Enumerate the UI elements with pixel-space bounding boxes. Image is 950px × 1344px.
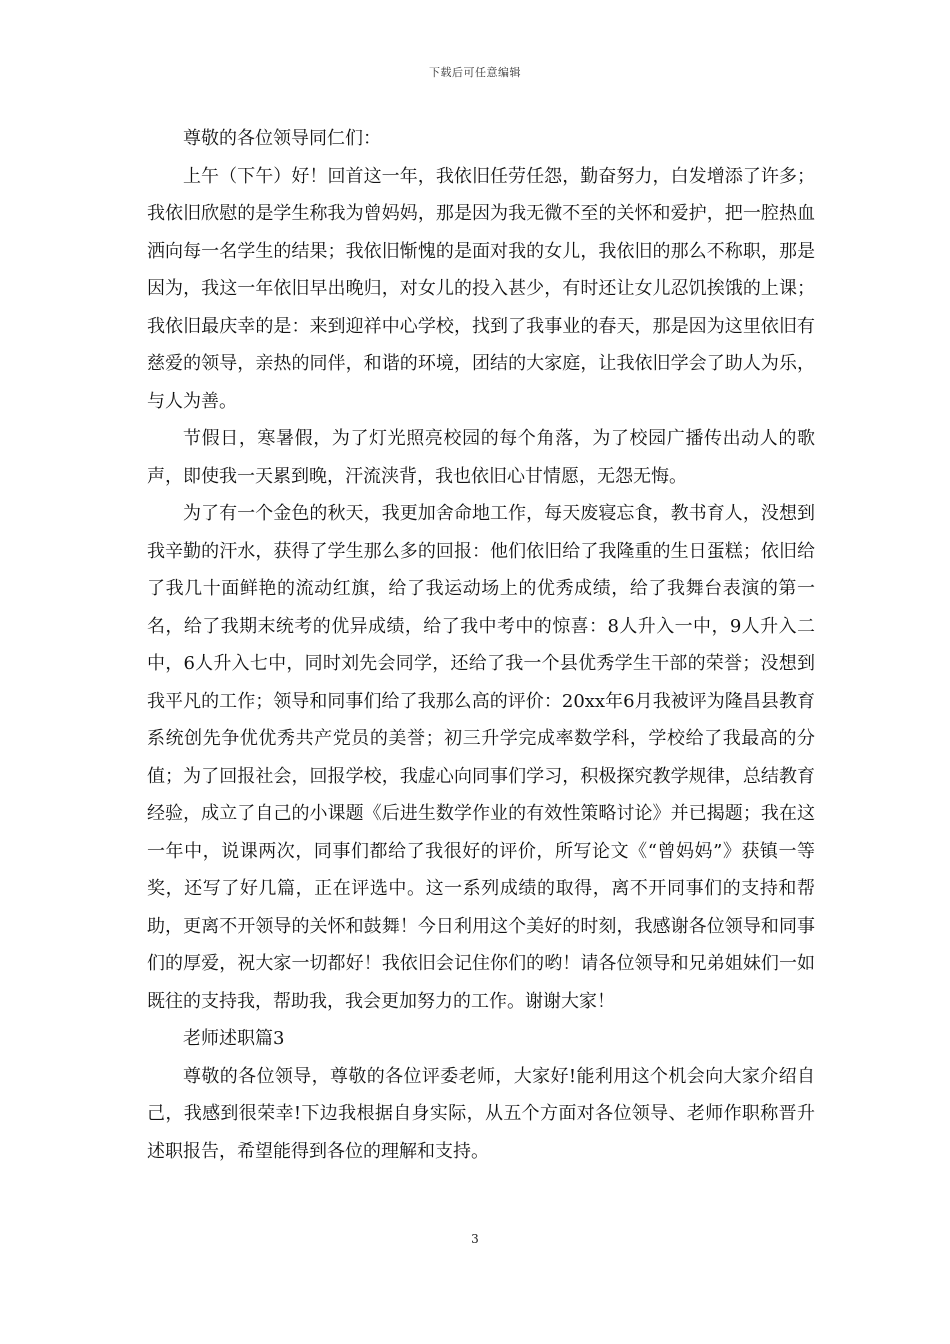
document-body — [147, 120, 815, 1170]
salutation: 尊敬的各位领导同仁们： — [183, 128, 381, 149]
header-note: 下载后可任意编辑 — [429, 66, 521, 79]
paragraph-greeting-review: 上午（下午）好！回首这一年，我依旧任劳任怨，勤奋努力，白发增添了许多；我依旧欣慰的是学生称我为曾妈妈，那是因为我无微不至的关怀和爱护，把一腔热血洒向每一名学生的结果；我依旧惭愧的是面对我的女儿，我依旧的那么不称职，那是因为，我这一年依旧早出晚归，对女儿的投入甚少，有时还让女儿忍饥挨饿的上课；我依旧最庆幸的是：来到迎祥中心学校，找到了我事业的春天，那是因为这里依旧有慈爱的领导，亲热的同伴，和谐的环境，团结的大家庭，让我依旧学会了助人为乐，与人为善。 — [147, 165, 815, 412]
paragraph-introduction: 尊敬的各位领导，尊敬的各位评委老师，大家好!能利用这个机会向大家介绍自己，我感到很荣幸!下边我根据自身实际，从五个方面对各位领导、老师作职称晋升述职报告，希望能得到各位的理解和支持。 — [147, 1065, 815, 1162]
section-heading: 老师述职篇3 — [183, 1028, 285, 1049]
paragraph-holidays: 节假日，寒暑假，为了灯光照亮校园的每个角落，为了校园广播传出动人的歌声，即使我一天累到晚，汗流浃背，我也依旧心甘情愿，无怨无悔。 — [147, 428, 815, 487]
page-number: 3 — [471, 1232, 479, 1246]
paragraph-achievements: 为了有一个金色的秋天，我更加舍命地工作，每天废寝忘食，教书育人，没想到我辛勤的汗水，获得了学生那么多的回报：他们依旧给了我隆重的生日蛋糕；依旧给了我几十面鲜艳的流动红旗，给了我运动场上的优秀成绩，给了我舞台表演的第一名，给了我期末统考的优异成绩，给了我中考中的惊喜：8人升入一中，9人升入二中，6人升入七中，同时刘先会同学，还给了我一个县优秀学生干部的荣誉；没想到我平凡的工作；领导和同事们给了我那么高的评价：20xx年6月我被评为隆昌县教育系统创先争优优秀共产党员的美誉；初三升学完成率数学科，学校给了我最高的分值；为了回报社会，回报学校，我虚心向同事们学习，积极探究教学规律，总结教育经验，成立了自己的小课题《后进生数学作业的有效性策略讨论》并已揭题；我在这一年中，说课两次，同事们都给了我很好的评价，所写论文《“曾妈妈”》获镇一等奖，还写了好几篇，正在评选中。这一系列成绩的取得，离不开同事们的支持和帮助，更离不开领导的关怀和鼓舞！今日利用这个美好的时刻，我感谢各位领导和同事们的厚爱，祝大家一切都好！我依旧会记住你们的哟！请各位领导和兄弟姐妹们一如既往的支持我，帮助我，我会更加努力的工作。谢谢大家！ — [147, 503, 815, 1012]
